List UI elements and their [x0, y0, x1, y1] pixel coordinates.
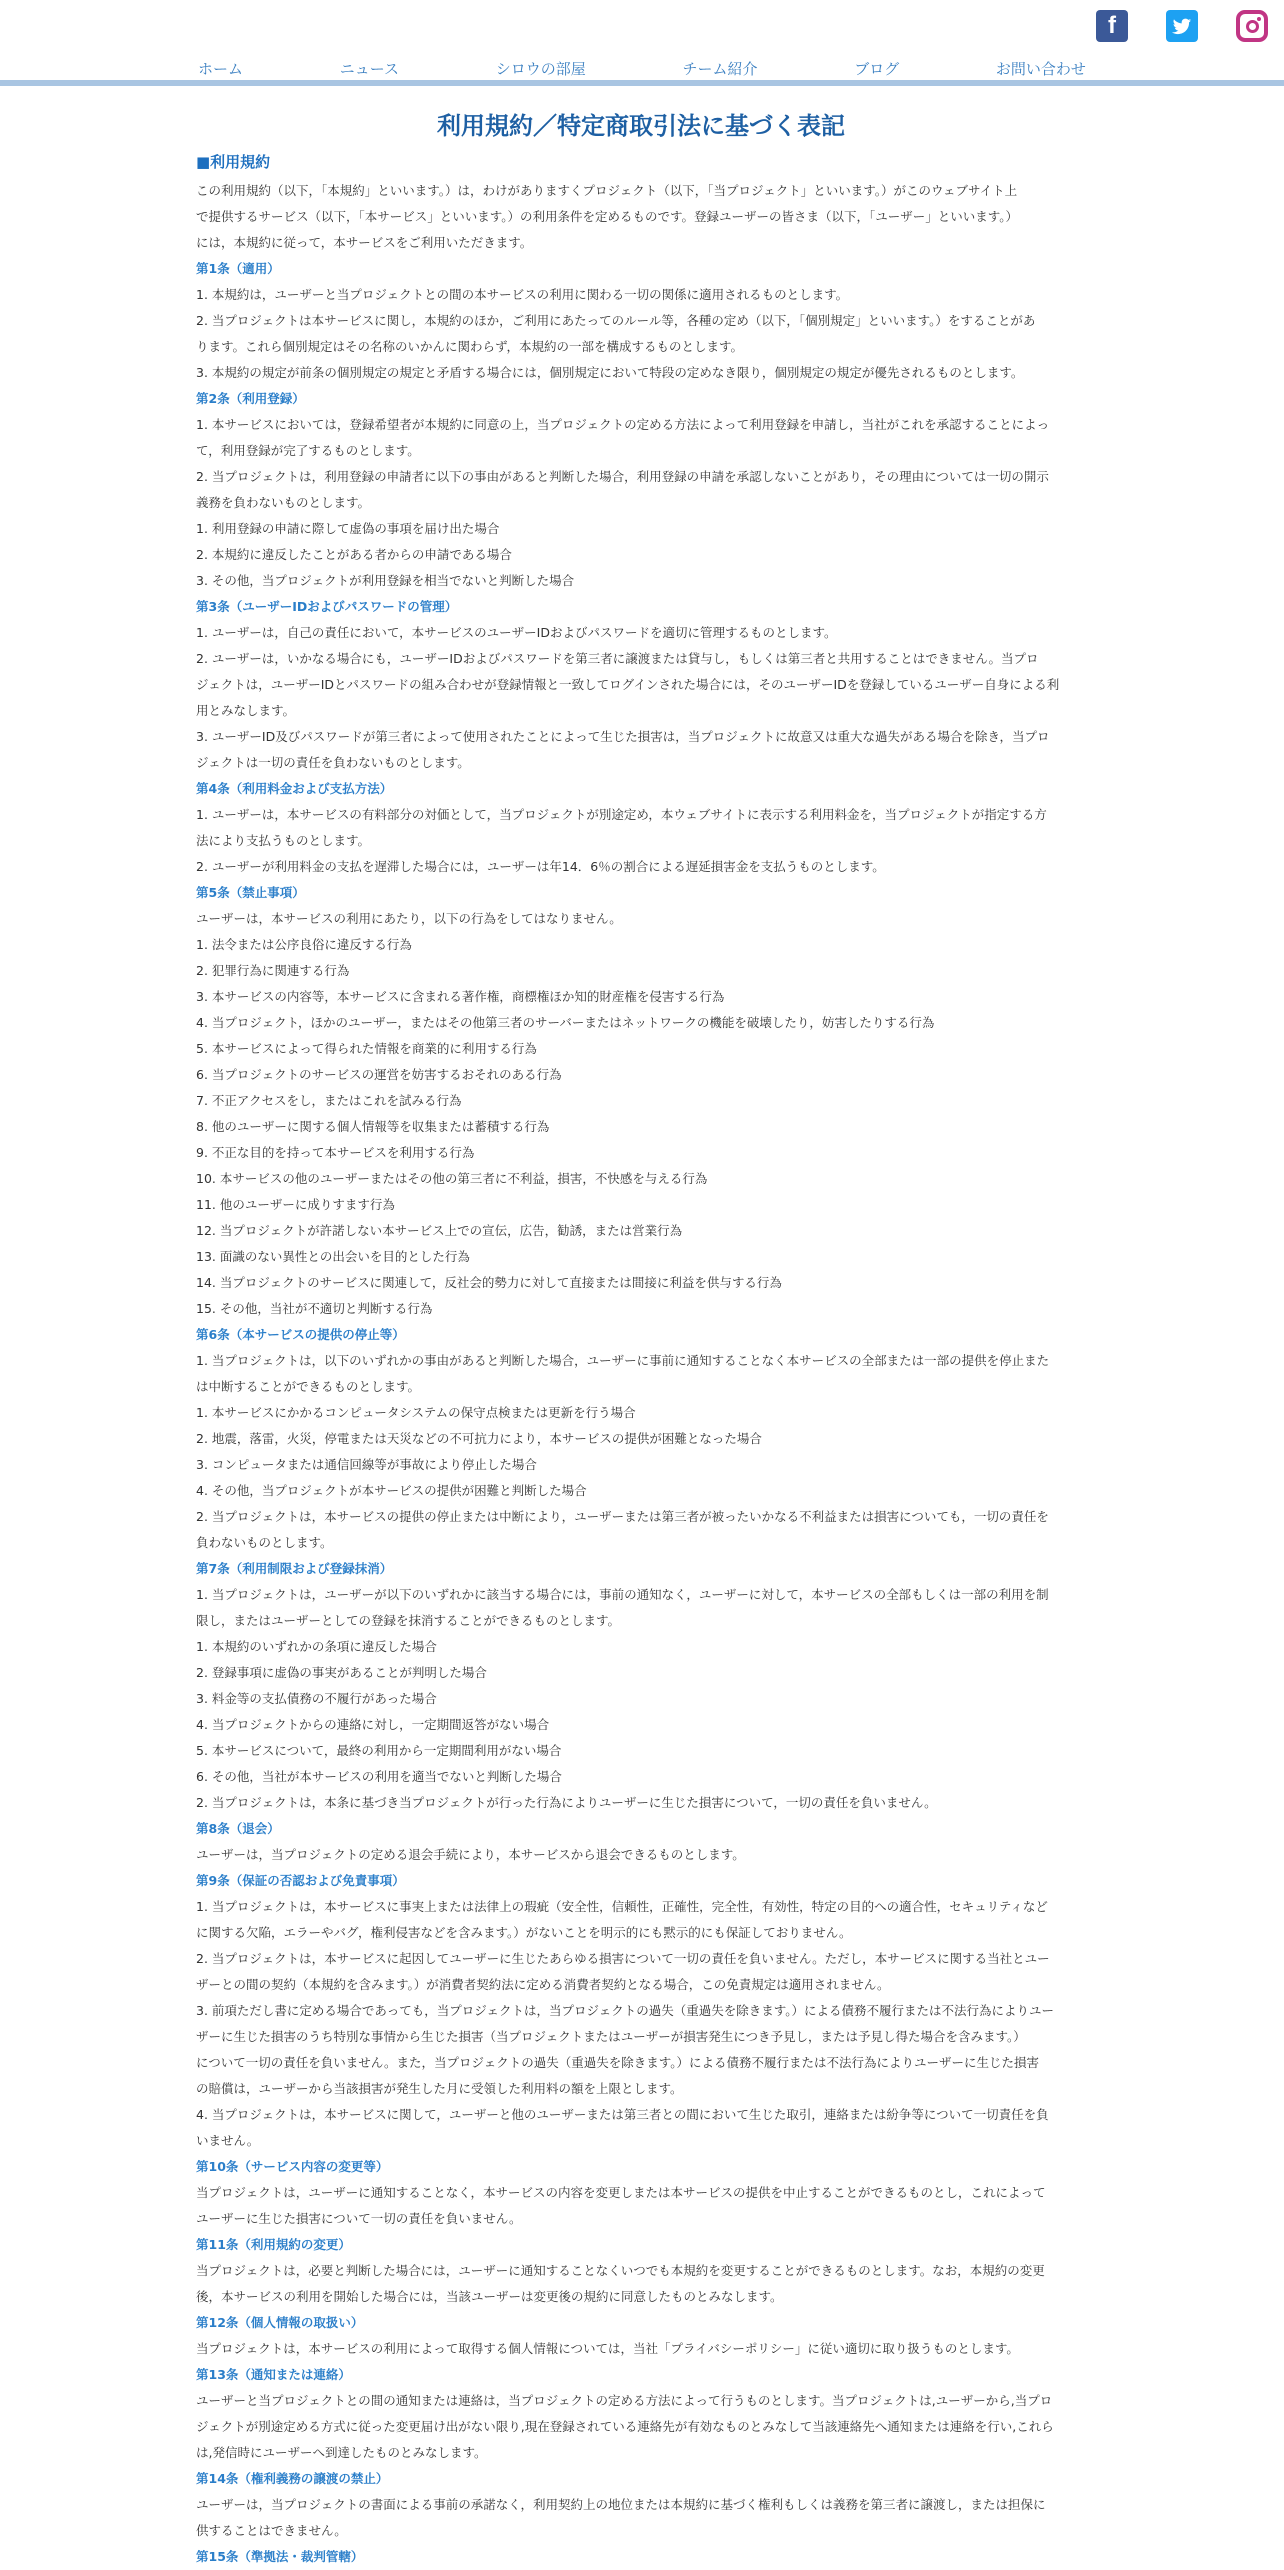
article-line: 5. 本サービスについて，最終の利用から一定期間利用がない場合 — [196, 1743, 562, 1758]
article-line: ジェクトは，ユーザーIDとパスワードの組み合わせが登録情報と一致してログインされた場合には，そのユーザーIDを登録しているユーザー自身による利 — [196, 677, 1060, 692]
article-line: 当プロジェクトは，必要と判断した場合には，ユーザーに通知することなくいつでも本規約を変更することができるものとします。なお，本規約の変更 — [196, 2263, 1045, 2278]
page-title: 利用規約／特定商取引法に基づく表記 — [437, 112, 845, 140]
main-nav — [198, 58, 1086, 79]
article-line: ジェクトが別途定める方式に従った変更届け出がない限り,現在登録されている連絡先が有効なものとみなして当該連絡先へ通知または連絡を行い,これら — [196, 2419, 1054, 2434]
article-title: 第11条（利用規約の変更） — [196, 2237, 351, 2252]
article-line: て，利用登録が完了するものとします。 — [196, 443, 420, 458]
instagram-dot — [1257, 17, 1261, 21]
articles — [196, 256, 1086, 2570]
article-title: 第13条（通知または連絡） — [196, 2367, 351, 2382]
article — [196, 2232, 1086, 2310]
article-line: は中断することができるものとします。 — [196, 1379, 421, 1394]
article-line: 5. 本サービスによって得られた情報を商業的に利用する行為 — [196, 1041, 537, 1056]
article-line: 2. 当プロジェクトは本サービスに関し，本規約のほか，ご利用にあたってのルール等，各種の定め（以下，「個別規定」といいます。）をすることがあ — [196, 313, 1036, 328]
article-title: 第6条（本サービスの提供の停止等） — [196, 1327, 405, 1342]
article-line: 1. 本サービスにかかるコンピュータシステムの保守点検または更新を行う場合 — [196, 1405, 636, 1420]
article-line: 1. 当プロジェクトは，本サービスに事実上または法律上の瑕疵（安全性，信頼性，正確性，完全性，有効性，特定の目的への適合性，セキュリティなど — [196, 1899, 1048, 1914]
article — [196, 2362, 1086, 2466]
article-line: 3. コンピュータまたは通信回線等が事故により停止した場合 — [196, 1457, 537, 1472]
instagram-lens — [1246, 20, 1259, 33]
article-title: 第5条（禁止事項） — [196, 885, 305, 900]
section-title: ■利用規約 — [196, 153, 271, 171]
article — [196, 594, 1086, 776]
article-line: 1. 当プロジェクトは，ユーザーが以下のいずれかに該当する場合には，事前の通知なく，ユーザーに対して，本サービスの全部もしくは一部の利用を制 — [196, 1587, 1049, 1602]
article — [196, 386, 1086, 594]
article — [196, 1816, 1086, 1868]
article-line: 1. 本サービスにおいては，登録希望者が本規約に同意の上，当プロジェクトの定める方法によって利用登録を申請し，当社がこれを承認することによっ — [196, 417, 1050, 432]
terms-content — [196, 106, 1086, 2570]
article-line: 15. その他，当社が不適切と判断する行為 — [196, 1301, 433, 1316]
article-line: 4. 当プロジェクト，ほかのユーザー，またはその他第三者のサーバーまたはネットワークの機能を破壊したり，妨害したりする行為 — [196, 1015, 935, 1030]
article-line: 6. その他，当社が本サービスの利用を適当でないと判断した場合 — [196, 1769, 562, 1784]
article-title: 第12条（個人情報の取扱い） — [196, 2315, 364, 2330]
article-line: いません。 — [196, 2133, 260, 2148]
intro-line: には，本規約に従って，本サービスをご利用いただきます。 — [196, 235, 533, 250]
article-line: ユーザーは，本サービスの利用にあたり，以下の行為をしてはなりません。 — [196, 911, 622, 926]
article-line: 1. 本規約は，ユーザーと当プロジェクトとの間の本サービスの利用に関わる一切の関係に適用されるものとします。 — [196, 287, 849, 302]
article-title: 第10条（サービス内容の変更等） — [196, 2159, 389, 2174]
article-line: 3. 料金等の支払債務の不履行があった場合 — [196, 1691, 437, 1706]
article-line: 4. 当プロジェクトは，本サービスに関して，ユーザーと他のユーザーまたは第三者との間において生じた取引，連絡または紛争等について一切責任を負 — [196, 2107, 1049, 2122]
article-line: 14. 当プロジェクトのサービスに関連して，反社会的勢力に対して直接または間接に利益を供与する行為 — [196, 1275, 782, 1290]
article-line: 3. 本サービスの内容等，本サービスに含まれる著作権，商標権ほか知的財産権を侵害する行為 — [196, 989, 725, 1004]
article — [196, 1556, 1086, 1816]
article-title: 第4条（利用料金および支払方法） — [196, 781, 393, 796]
article — [196, 256, 1086, 386]
article-line: 1. 法令または公序良俗に違反する行為 — [196, 937, 412, 952]
nav-team[interactable]: チーム紹介 — [682, 60, 758, 78]
article-line: ユーザーに生じた損害について一切の責任を負いません。 — [196, 2211, 522, 2226]
article-line: は,発信時にユーザーへ到達したものとみなします。 — [196, 2445, 487, 2460]
twitter-icon[interactable] — [1166, 10, 1198, 42]
article-line: 後，本サービスの利用を開始した場合には，当該ユーザーは変更後の規約に同意したものとみなします。 — [196, 2289, 783, 2304]
article-line: 1. ユーザーは，自己の責任において，本サービスのユーザーIDおよびパスワードを適切に管理するものとします。 — [196, 625, 837, 640]
article-line: 1. ユーザーは，本サービスの有料部分の対価として，当プロジェクトが別途定め，本ウェブサイトに表示する利用料金を，当プロジェクトが指定する方 — [196, 807, 1047, 822]
article-line: 2. 当プロジェクトは，本サービスの提供の停止または中断により，ユーザーまたは第三者が被ったいかなる不利益または損害についても，一切の責任を — [196, 1509, 1049, 1524]
article-title: 第14条（権利義務の譲渡の禁止） — [196, 2471, 389, 2486]
article-line: 10. 本サービスの他のユーザーまたはその他の第三者に不利益，損害，不快感を与える行為 — [196, 1171, 708, 1186]
article-line: 3. 本規約の規定が前条の個別規定の規定と矛盾する場合には，個別規定において特段の定めなき限り，個別規定の規定が優先されるものとします。 — [196, 365, 1024, 380]
article — [196, 1868, 1086, 2154]
nav-blog[interactable]: ブログ — [854, 60, 900, 78]
article-line: 当プロジェクトは，ユーザーに通知することなく，本サービスの内容を変更しまたは本サービスの提供を中止することができるものとし，これによって — [196, 2185, 1046, 2200]
article — [196, 880, 1086, 1322]
article-line: 2. 当プロジェクトは，本サービスに起因してユーザーに生じたあらゆる損害について一切の責任を負いません。ただし，本サービスに関する当社とユー — [196, 1951, 1050, 1966]
article — [196, 776, 1086, 880]
article-line: 7. 不正アクセスをし，またはこれを試みる行為 — [196, 1093, 462, 1108]
article-line: 2. 登録事項に虚偽の事実があることが判明した場合 — [196, 1665, 487, 1680]
article-line: 6. 当プロジェクトのサービスの運営を妨害するおそれのある行為 — [196, 1067, 562, 1082]
article-line: 供することはできません。 — [196, 2523, 347, 2538]
article-title: 第8条（退会） — [196, 1821, 280, 1836]
article-line: 2. 当プロジェクトは，利用登録の申請者に以下の事由があると判断した場合，利用登録の申請を承認しないことがあり，その理由については一切の開示 — [196, 469, 1049, 484]
article-line: 4. 当プロジェクトからの連絡に対し，一定期間返答がない場合 — [196, 1717, 550, 1732]
nav-home[interactable]: ホーム — [198, 60, 244, 78]
article-line: について一切の責任を負いません。また，当プロジェクトの過失（重過失を除きます。）による債務不履行または不法行為によりユーザーに生じた損害 — [196, 2055, 1040, 2070]
article-line: 2. 地震，落雷，火災，停電または天災などの不可抗力により，本サービスの提供が困難となった場合 — [196, 1431, 762, 1446]
social-links — [1096, 10, 1268, 42]
article-line: 8. 他のユーザーに関する個人情報等を収集または蓄積する行為 — [196, 1119, 550, 1134]
article-line: 13. 面識のない異性との出会いを目的とした行為 — [196, 1249, 470, 1264]
article-line: 法により支払うものとします。 — [196, 833, 371, 848]
article-line: 3. その他，当プロジェクトが利用登録を相当でないと判断した場合 — [196, 573, 575, 588]
article-line: ります。これら個別規定はその名称のいかんに関わらず，本規約の一部を構成するものとします。 — [196, 339, 744, 354]
article-line: 限し，またはユーザーとしての登録を抹消することができるものとします。 — [196, 1613, 621, 1628]
article-line: 2. ユーザーが利用料金の支払を遅滞した場合には，ユーザーは年14．6％の割合による遅延損害金を支払うものとします。 — [196, 859, 885, 874]
article-title: 第2条（利用登録） — [196, 391, 305, 406]
article-title: 第3条（ユーザーIDおよびパスワードの管理） — [196, 599, 458, 614]
article — [196, 2310, 1086, 2362]
article-line: 9. 不正な目的を持って本サービスを利用する行為 — [196, 1145, 475, 1160]
instagram-icon[interactable] — [1236, 10, 1268, 42]
article-line: 11. 他のユーザーに成りすます行為 — [196, 1197, 395, 1212]
article-line: 3. 前項ただし書に定める場合であっても，当プロジェクトは，当プロジェクトの過失（重過失を除きます。）による債務不履行または不法行為によりユー — [196, 2003, 1055, 2018]
intro — [196, 178, 1086, 256]
facebook-icon[interactable] — [1096, 10, 1128, 42]
twitter-bird-icon — [1171, 15, 1193, 37]
nav-news[interactable]: ニュース — [339, 60, 399, 78]
article-line: の賠償は，ユーザーから当該損害が発生した月に受領した利用料の額を上限とします。 — [196, 2081, 683, 2096]
article — [196, 2466, 1086, 2544]
facebook-glyph: f — [1108, 12, 1116, 39]
article-line: ザーに生じた損害のうち特別な事情から生じた損害（当プロジェクトまたはユーザーが損害発生につき予見し，または予見し得た場合を含みます。） — [196, 2029, 1026, 2044]
article-line: 4. その他，当プロジェクトが本サービスの提供が困難と判断した場合 — [196, 1483, 587, 1498]
article-line: に関する欠陥，エラーやバグ，権利侵害などを含みます。）がないことを明示的にも黙示的にも保証しておりません。 — [196, 1925, 852, 1940]
article-title: 第1条（適用） — [196, 261, 280, 276]
article-line: 負わないものとします。 — [196, 1535, 333, 1550]
article — [196, 1322, 1086, 1556]
article-line: 12. 当プロジェクトが許諾しない本サービス上での宣伝，広告，勧誘，または営業行為 — [196, 1223, 683, 1238]
article-line: ユーザーは，当プロジェクトの定める退会手続により，本サービスから退会できるものとします。 — [196, 1847, 745, 1862]
article-line: ユーザーは，当プロジェクトの書面による事前の承諾なく，利用契約上の地位または本規約に基づく権利もしくは義務を第三者に譲渡し，または担保に — [196, 2497, 1046, 2512]
article-line: 2. 当プロジェクトは，本条に基づき当プロジェクトが行った行為によりユーザーに生じた損害について，一切の責任を負いません。 — [196, 1795, 937, 1810]
article-title: 第9条（保証の否認および免責事項） — [196, 1873, 405, 1888]
article-line: ユーザーと当プロジェクトとの間の通知または連絡は，当プロジェクトの定める方法によって行うものとします。当プロジェクトは,ユーザーから,当プロ — [196, 2393, 1053, 2408]
nav-divider — [0, 80, 1284, 86]
article — [196, 2154, 1086, 2232]
article-line: 当プロジェクトは，本サービスの利用によって取得する個人情報については，当社「プライバシーポリシー」に従い適切に取り扱うものとします。 — [196, 2341, 1019, 2356]
article-line: 1. 当プロジェクトは，以下のいずれかの事由があると判断した場合，ユーザーに事前に通知することなく本サービスの全部または一部の提供を停止また — [196, 1353, 1050, 1368]
article-line: 1. 利用登録の申請に際して虚偽の事項を届け出た場合 — [196, 521, 500, 536]
site-header — [0, 0, 1284, 86]
article-title: 第7条（利用制限および登録抹消） — [196, 1561, 393, 1576]
intro-line: で提供するサービス（以下，「本サービス」といいます。）の利用条件を定めるものです。登録ユーザーの皆さま（以下，「ユーザー」といいます。） — [196, 209, 1019, 224]
intro-line: この利用規約（以下，「本規約」といいます。）は，わけがありますくプロジェクト（以下，「当プロジェクト」といいます。）がこのウェブサイト上 — [196, 183, 1018, 198]
article-line: 2. ユーザーは，いかなる場合にも，ユーザーIDおよびパスワードを第三者に譲渡または貸与し，もしくは第三者と共用することはできません。当プロ — [196, 651, 1039, 666]
article-line: 2. 犯罪行為に関連する行為 — [196, 963, 350, 978]
article-line: 2. 本規約に違反したことがある者からの申請である場合 — [196, 547, 512, 562]
article-line: 3. ユーザーID及びパスワードが第三者によって使用されたことによって生じた損害は，当プロジェクトに故意又は重大な過失がある場合を除き，当プロ — [196, 729, 1050, 744]
article-line: 1. 本規約のいずれかの条項に違反した場合 — [196, 1639, 437, 1654]
article-line: 義務を負わないものとします。 — [196, 495, 371, 510]
nav-contact[interactable]: お問い合わせ — [995, 60, 1086, 78]
article — [196, 2544, 1086, 2570]
nav-shirou-room[interactable]: シロウの部屋 — [495, 60, 586, 78]
article-line: ジェクトは一切の責任を負わないものとします。 — [196, 755, 470, 770]
article-title: 第15条（準拠法・裁判管轄） — [196, 2549, 364, 2564]
article-line: 用とみなします。 — [196, 703, 296, 718]
article-line: ザーとの間の契約（本規約を含みます。）が消費者契約法に定める消費者契約となる場合，この免責規定は適用されません。 — [196, 1977, 890, 1992]
